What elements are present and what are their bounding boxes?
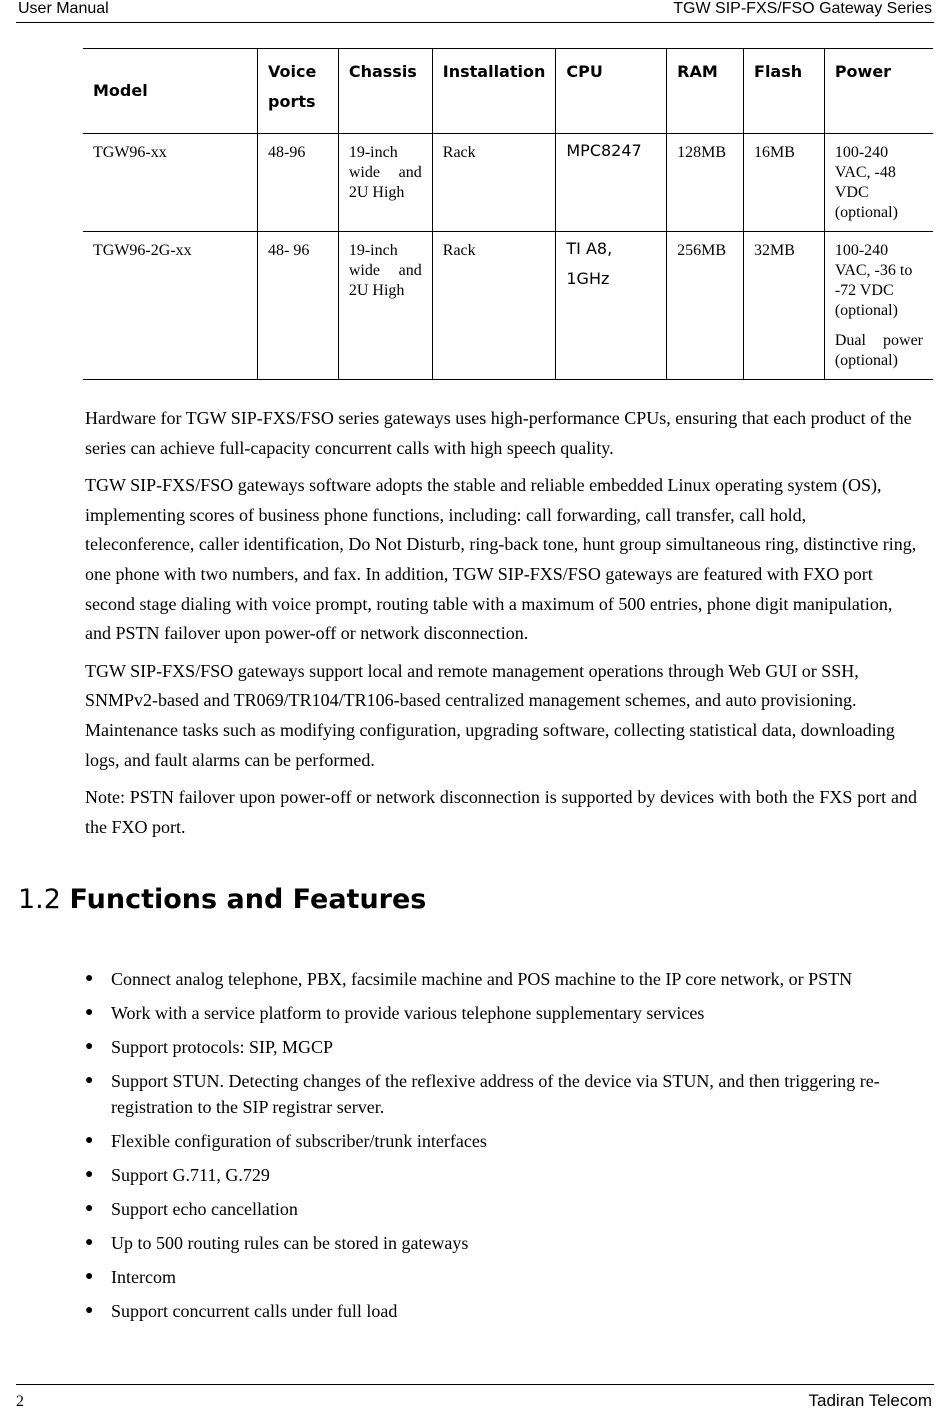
header-ram: RAM [667, 49, 744, 134]
list-item: ● Intercom [85, 1264, 885, 1290]
header-manual-title: User Manual [18, 0, 109, 17]
cell-power: 100-240 VAC, -36 to -72 VDC (optional) Dual power (optional) [824, 232, 933, 380]
cell-ram: 256MB [667, 232, 744, 380]
spec-table [83, 48, 933, 380]
cell-flash: 16MB [744, 134, 825, 232]
header-voice-ports: Voice ports [258, 49, 339, 134]
paragraph-note: Note: PSTN failover upon power-off or network disconnection is supported by devices with both the FXS port and the FXO port. [85, 787, 917, 837]
bullet-icon: ● [85, 1005, 94, 1020]
bullet-icon: ● [85, 1073, 94, 1088]
bullet-icon: ● [85, 1303, 94, 1318]
section-heading [18, 884, 426, 915]
cell-flash: 32MB [744, 232, 825, 380]
header-cpu: CPU [556, 49, 667, 134]
list-item: ● Support concurrent calls under full load [85, 1298, 885, 1324]
header-power: Power [824, 49, 933, 134]
features-list [85, 966, 885, 1332]
list-item: ● Connect analog telephone, PBX, facsimile machine and POS machine to the IP core network, or PSTN [85, 966, 885, 992]
header-chassis: Chassis [338, 49, 432, 134]
list-item: ● Support echo cancellation [85, 1196, 885, 1222]
page-footer [16, 1384, 934, 1415]
page-number: 2 [16, 1393, 24, 1410]
section-title: Functions and Features [69, 884, 427, 915]
footer-company: Tadiran Telecom [808, 1391, 932, 1410]
cell-voice-ports: 48- 96 [258, 232, 339, 380]
bullet-icon: ● [85, 1167, 94, 1182]
cell-power: 100-240 VAC, -48 VDC (optional) [824, 134, 933, 232]
header-flash: Flash [744, 49, 825, 134]
cell-chassis: 19-inch wide and 2U High [338, 134, 432, 232]
bullet-icon: ● [85, 1235, 94, 1250]
header-model: Model [83, 49, 258, 134]
bullet-icon: ● [85, 1133, 94, 1148]
header-series-title: TGW SIP-FXS/FSO Gateway Series [673, 0, 932, 17]
section-number: 1.2 [18, 884, 61, 915]
cell-cpu: MPC8247 [556, 134, 667, 232]
bullet-icon: ● [85, 1039, 94, 1054]
list-item: ● Support G.711, G.729 [85, 1162, 885, 1188]
list-item: ● Support protocols: SIP, MGCP [85, 1034, 885, 1060]
paragraph-management: TGW SIP-FXS/FSO gateways support local and remote management operations through Web GUI or SSH, SNMPv2-based and TR069/TR104/TR106-based centralized management schemes, and auto provisioning. Maintenance tasks such as modifying configuration, upgrading software, collecting statistical data, downloading logs, and fault alarms can be performed. [85, 660, 895, 770]
paragraph-hardware: Hardware for TGW SIP-FXS/FSO series gateways uses high-performance CPUs, ensuring that each product of the series can achieve full-capacity concurrent calls with high speech quality. [85, 408, 912, 458]
list-item: ● Up to 500 routing rules can be stored in gateways [85, 1230, 885, 1256]
cell-cpu: TI A8, 1GHz [556, 232, 667, 380]
body-text [85, 404, 917, 850]
cell-chassis: 19-inch wide and 2U High [338, 232, 432, 380]
paragraph-software: TGW SIP-FXS/FSO gateways software adopts the stable and reliable embedded Linux operating system (OS), implementing scores of business phone functions, including: call forwarding, call transfer, call hold, teleconference, caller identification, Do Not Disturb, ring-back tone, hunt group simultaneous ring, distinctive ring, one phone with two numbers, and fax. In addition, TGW SIP-FXS/FSO gateways are featured with FXO port second stage dialing with voice prompt, routing table with a maximum of 500 entries, phone digit manipulation, and PSTN failover upon power-off or network disconnection. [85, 475, 917, 644]
table-header-row [83, 49, 933, 134]
cell-voice-ports: 48-96 [258, 134, 339, 232]
bullet-icon: ● [85, 1201, 94, 1216]
cell-model: TGW96-xx [83, 134, 258, 232]
bullet-icon: ● [85, 1269, 94, 1284]
cell-ram: 128MB [667, 134, 744, 232]
list-item: ● Support STUN. Detecting changes of the reflexive address of the device via STUN, and then triggering re-registration to the SIP registrar server. [85, 1068, 885, 1120]
table-row [83, 232, 933, 380]
cell-installation: Rack [432, 232, 556, 380]
header-installation: Installation [432, 49, 556, 134]
table-row [83, 134, 933, 232]
cell-model: TGW96-2G-xx [83, 232, 258, 380]
bullet-icon: ● [85, 971, 94, 986]
list-item: ● Work with a service platform to provide various telephone supplementary services [85, 1000, 885, 1026]
list-item: ● Flexible configuration of subscriber/trunk interfaces [85, 1128, 885, 1154]
page-header [16, 0, 934, 23]
cell-installation: Rack [432, 134, 556, 232]
